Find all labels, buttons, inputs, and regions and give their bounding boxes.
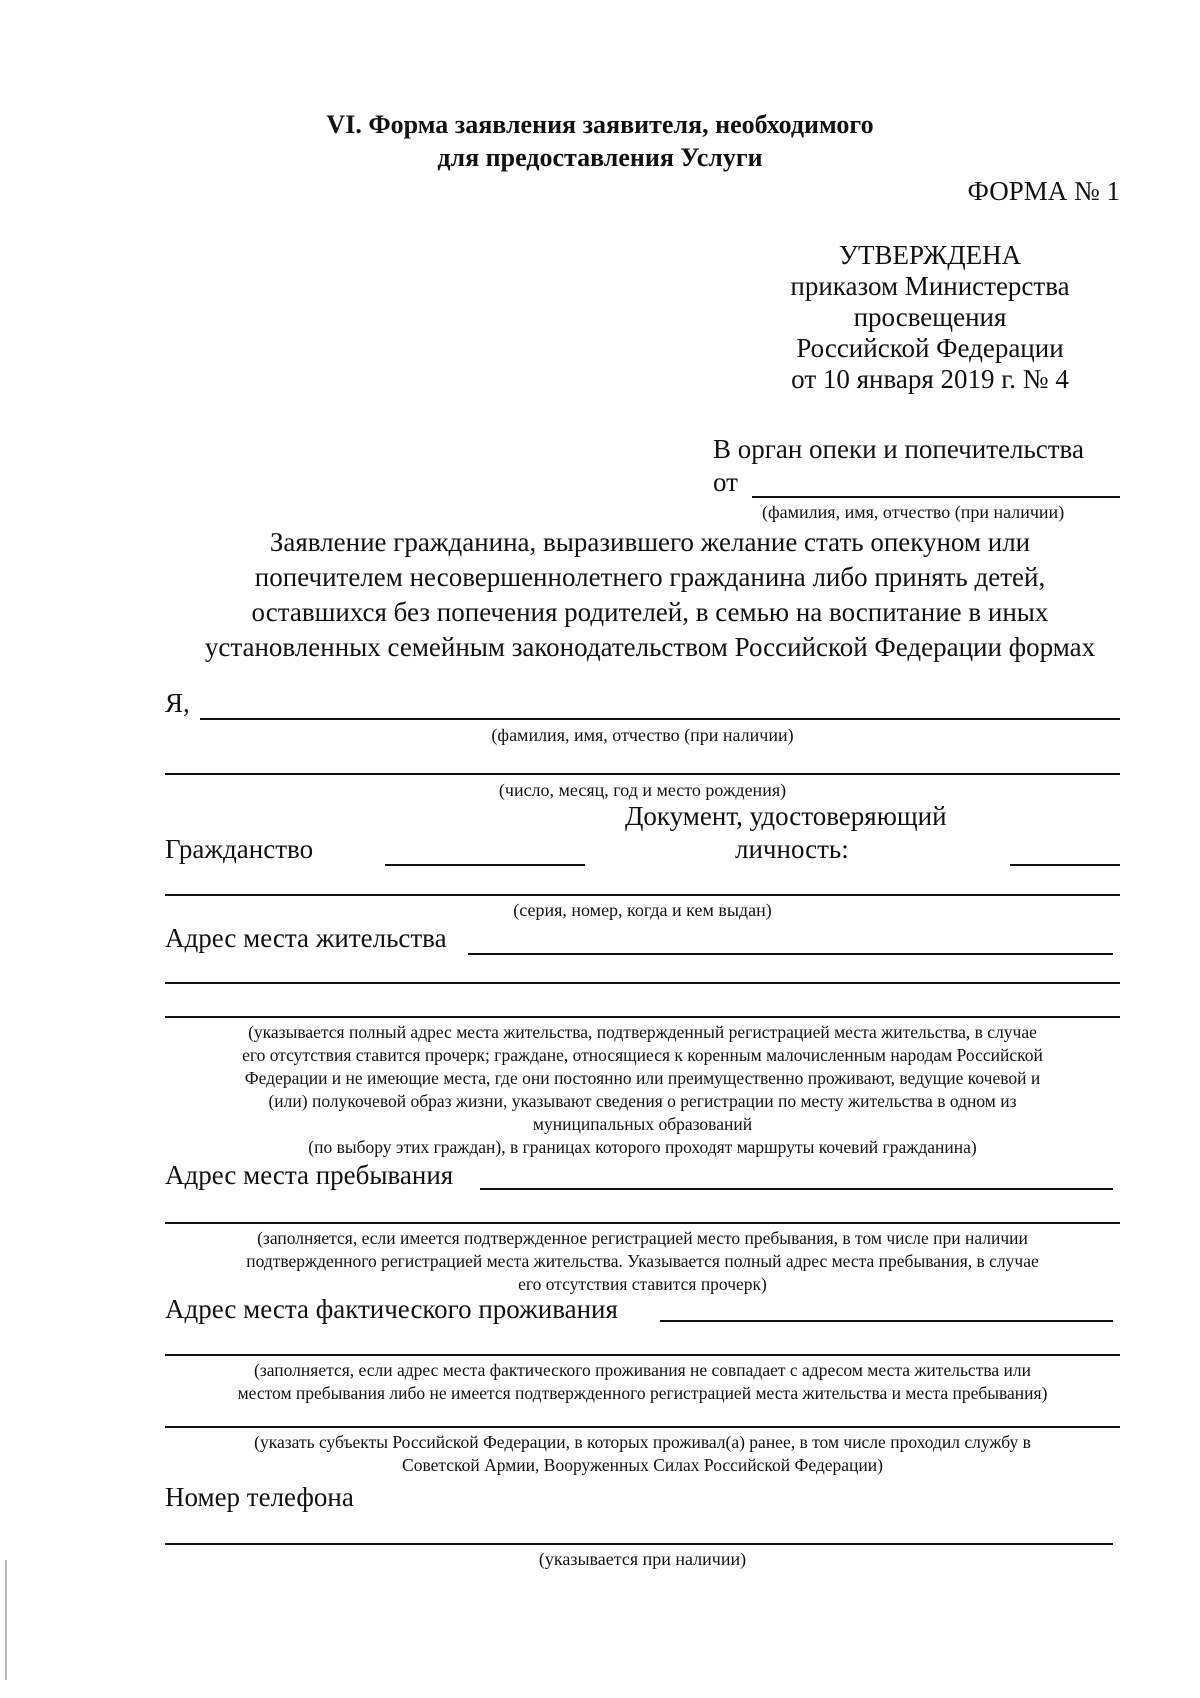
residence-field[interactable] bbox=[468, 953, 1113, 955]
form-number: ФОРМА № 1 bbox=[967, 176, 1120, 206]
stay-caption-line: (заполняется, если имеется подтвержденное регистрацией место пребывания, в том числе при наличии bbox=[257, 1228, 1028, 1248]
stay-field[interactable] bbox=[480, 1188, 1113, 1190]
residence-caption-line: его отсутствия ставится прочерк; граждане, относящиеся к коренным малочисленным народам Российской bbox=[242, 1045, 1043, 1065]
birth-field[interactable] bbox=[165, 773, 1120, 775]
stay-caption bbox=[165, 1227, 1120, 1296]
name-field[interactable] bbox=[200, 718, 1120, 720]
approval-line1: УТВЕРЖДЕНА bbox=[838, 240, 1022, 270]
statement-title-line3: оставшихся без попечения родителей, в семью на воспитание в иных bbox=[251, 597, 1049, 627]
id-doc-label-line1: Документ, удостоверяющий bbox=[625, 801, 947, 831]
residence-caption-line: (указывается полный адрес места жительства, подтвержденный регистрацией места жительства, в случае bbox=[248, 1022, 1037, 1042]
residence-caption-line: муниципальных образований bbox=[532, 1114, 753, 1134]
i-label: Я, bbox=[165, 688, 190, 718]
residence-caption bbox=[165, 1021, 1120, 1159]
regions-field[interactable] bbox=[165, 1426, 1120, 1428]
actual-label: Адрес места фактического проживания bbox=[165, 1294, 618, 1324]
stay-caption-line: его отсутствия ставится прочерк) bbox=[518, 1274, 767, 1294]
birth-caption: (число, месяц, год и место рождения) bbox=[498, 780, 787, 800]
stay-caption-line: подтвержденного регистрацией места жительства. Указывается полный адрес места пребывания, в случае bbox=[246, 1251, 1039, 1271]
id-doc-field-short[interactable] bbox=[1010, 864, 1120, 866]
approval-line5: от 10 января 2019 г. № 4 bbox=[791, 364, 1069, 394]
addressee-to: В орган опеки и попечительства bbox=[713, 434, 1084, 464]
section-title-line1: VI. Форма заявления заявителя, необходимого bbox=[326, 110, 874, 139]
id-doc-caption: (серия, номер, когда и кем выдан) bbox=[513, 900, 772, 920]
actual-field-2[interactable] bbox=[165, 1354, 1120, 1356]
statement-title bbox=[100, 525, 1200, 665]
phone-field[interactable] bbox=[165, 1543, 1113, 1545]
phone-label: Номер телефона bbox=[165, 1482, 354, 1512]
statement-title-line4: установленных семейным законодательством Российской Федерации формах bbox=[204, 632, 1096, 662]
addressee-from-field[interactable] bbox=[752, 496, 1120, 498]
citizenship-field[interactable] bbox=[385, 864, 585, 866]
statement-title-line2: попечителем несовершеннолетнего гражданина либо принять детей, bbox=[254, 562, 1046, 592]
approval-line4: Российской Федерации bbox=[796, 333, 1064, 363]
regions-caption bbox=[165, 1431, 1120, 1477]
actual-caption-line: местом пребывания либо не имеется подтвержденного регистрацией места жительства и места пребывания) bbox=[237, 1383, 1048, 1403]
residence-label: Адрес места жительства bbox=[165, 923, 447, 953]
residence-field-2[interactable] bbox=[165, 982, 1120, 984]
stay-field-2[interactable] bbox=[165, 1222, 1120, 1224]
regions-caption-line: Советской Армии, Вооруженных Силах Российской Федерации) bbox=[402, 1455, 883, 1475]
id-doc-field[interactable] bbox=[165, 894, 1120, 896]
approval-line3: просвещения bbox=[853, 302, 1007, 332]
actual-caption-line: (заполняется, если адрес места фактического проживания не совпадает с адресом места жительства или bbox=[254, 1360, 1031, 1380]
residence-caption-line: Федерации и не имеющие места, где они постоянно или преимущественно проживают, ведущие кочевой и bbox=[244, 1068, 1041, 1088]
approval-line2: приказом Министерства bbox=[790, 271, 1070, 301]
residence-field-3[interactable] bbox=[165, 1016, 1120, 1018]
phone-caption: (указывается при наличии) bbox=[538, 1549, 747, 1569]
approval-block bbox=[760, 240, 1100, 395]
stay-label: Адрес места пребывания bbox=[165, 1160, 454, 1190]
actual-caption bbox=[165, 1359, 1120, 1405]
addressee-from-label: от bbox=[713, 467, 738, 497]
actual-field[interactable] bbox=[660, 1320, 1113, 1322]
regions-caption-line: (указать субъекты Российской Федерации, в которых проживал(а) ранее, в том числе проходил службу в bbox=[254, 1432, 1031, 1452]
section-title-line2: для предоставления Услуги bbox=[437, 143, 763, 172]
statement-title-line1: Заявление гражданина, выразившего желание стать опекуном или bbox=[269, 527, 1031, 557]
residence-caption-line: (или) полукочевой образ жизни, указывают сведения о регистрации по месту жительства в одном из bbox=[268, 1091, 1017, 1111]
name-caption: (фамилия, имя, отчество (при наличии) bbox=[491, 725, 794, 745]
scan-edge-mark bbox=[5, 1560, 7, 1680]
residence-caption-line: (по выбору этих граждан), в границах которого проходят маршруты кочевий гражданина) bbox=[308, 1137, 977, 1157]
addressee-from-caption: (фамилия, имя, отчество (при наличии) bbox=[762, 502, 1065, 522]
id-doc-label-line2: личность: bbox=[735, 834, 849, 864]
citizenship-label: Гражданство bbox=[165, 834, 314, 864]
